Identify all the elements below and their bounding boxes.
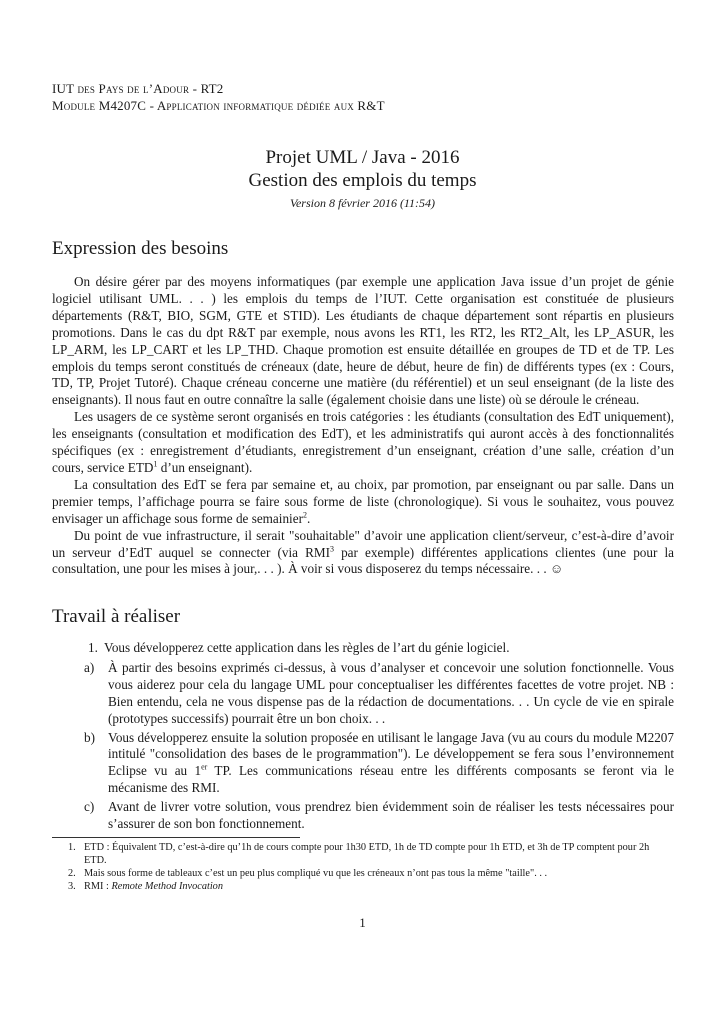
footnotes [52,841,674,893]
paragraph-3: La consultation des EdT se fera par semaine et, au choix, par promotion, par enseignant ou par salle. Dans un premier temps, l’affichage pourra se faire sous forme de liste (chronologique). Si vous le souhaitez, vous pouvez envisager un affichage sous forme de semainier$^2$. [52,476,674,526]
course-header [52,80,385,114]
paragraph-4: Du point de vue infrastructure, il serait "souhaitable" d’avoir une application client/serveur, c’est-à-dire d’avoir un serveur d’EdT auquel se connecter (via RMI$^3$ par exemple) différentes applications clientes (une pour la consultation, une pour les mises à jour,. . . ). À voir si vous disposerez du temps nécessaire. . . ☺ [52,527,674,577]
section-heading-travail: Travail à réaliser [52,606,181,627]
footnote: 1. ETD : Équivalent TD, c’est-à-dire qu’1h de cours compte pour 1h30 ETD, 1h de TD compte pour 1h ETD, et 3h de TP comptent pour 2h ETD. [68,842,650,866]
footnote: 3. RMI : Remote Method Invocation [68,881,223,892]
paragraph-1: On désire gérer par des moyens informatiques (par exemple une application Java issue d’un projet de génie logiciel utilisant UML. . . ) les emplois du temps de l’IUT. Cette organisation est constituée de plusieurs départements (R&T, BIO, SGM, GTE et STID). Les étudiants de chaque département sont répartis en plusieurs promotions. Dans le cas du dpt R&T par exemple, nous avons les RT1, les RT2, les RT2_Alt, les LP_ASUR, les LP_ARM, les LP_CART et les LP_THD. Chaque promotion est ensuite détaillée en groupes de TD et de TP. Les emplois du temps seront constitués de créneaux (date, heure de début, heure de fin) de différents types (ex : Cours, TD, TP, Projet Tutoré). Chaque créneau concerne une matière (du référentiel) et un seul enseignant (de la liste des enseignants). Il nous faut en outre connaître la salle (également choisie dans une liste) où se déroule le créneau. [52,274,674,408]
sub-list-item-c: c) Avant de livrer votre solution, vous prendrez bien évidemment soin de réaliser les tests nécessaires pour s’assurer de son bon fonctionnement. [84,799,674,832]
section-heading-besoins: Expression des besoins [52,238,229,259]
header-module: Module M4207C - Application informatique dédiée aux R&T [52,98,385,113]
footnote-divider [52,837,300,838]
page-number: 1 [359,915,366,930]
footnote-ref-3: 3 [329,544,334,554]
document-subtitle: Gestion des emplois du temps [248,170,477,191]
sub-list-item-b: b) Vous développerez ensuite la solution proposée en utilisant le langage Java (vu au cours du module M2207 intitulé "consolidation des bases de le programmation"). Le développement se fera sous l’environnement Eclipse vu au 1er TP. Les communications réseau entre les différents composants se feront via le mécanisme des RMI. [84,729,674,796]
list-number: 1. [88,640,98,655]
sub-list-item-a: a) À partir des besoins exprimés ci-dessus, à vous d’analyser et concevoir une solution fonctionnelle. Vous vous aiderez pour cela du langage UML pour conceptualiser les différentes facettes de votre projet. NB : Bien entendu, cela ne vous dispense pas de la rédaction de documentations. . . Un cycle de vie en spirale (prototypes successifs) pourrait être un bon choix. . . [84,659,674,726]
document-title: Projet UML / Java - 2016 [265,147,460,168]
header-institution: IUT des Pays de l’Adour - RT2 [52,81,224,96]
task-list [52,640,674,833]
section-body-besoins [52,274,674,578]
footnote: 2. Mais sous forme de tableaux c’est un peu plus compliqué vu que les créneaux n’ont pas tous la même "taille". . . [68,868,548,879]
list-item: 1. Vous développerez cette application dans les règles de l’art du génie logiciel. [88,640,510,655]
paragraph-2: Les usagers de ce système seront organisés en trois catégories : les étudiants (consultation des EdT uniquement), les enseignants (consultation et modification des EdT), et les administratifs qui auront accès à des fonctionnalités spécifiques (ex : enregistrement d’étudiants, enregistrement d’un enseignant, création d’une salle, création d’un cours, service ETD$^1$ d’un enseignant). [52,409,674,475]
footnote-ref-2: 2 [302,510,307,520]
footnote-ref-1: 1 [153,459,158,469]
document-version: Version 8 février 2016 (11:54) [289,196,436,210]
title-block [0,146,725,211]
